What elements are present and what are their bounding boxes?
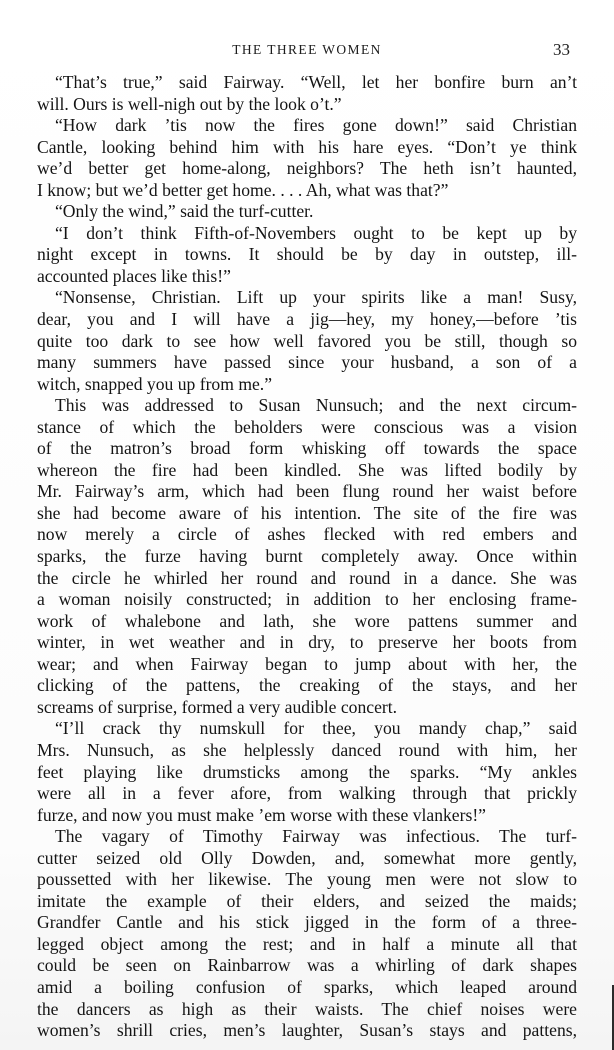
text-line: we’d better get home-along, neighbors? The heth isn’t haunted,	[37, 158, 577, 179]
text-line: legged object among the rest; and in half a minute all that	[37, 933, 577, 954]
text-line: poussetted with her likewise. The young men were not slow to	[37, 869, 577, 890]
text-line: the circle he whirled her round and round in a dance. She was	[37, 567, 577, 588]
paragraph	[37, 826, 577, 1041]
text-line: stance of which the beholders were conscious was a vision	[37, 416, 577, 437]
text-line: Grandfer Cantle and his stick jigged in the form of a three-	[37, 912, 577, 933]
text-line: feet playing like drumsticks among the sparks. “My ankles	[37, 761, 577, 782]
running-title: THE THREE WOMEN	[232, 42, 382, 57]
text-line: clicking of the pattens, the creaking of the stays, and her	[37, 675, 577, 696]
text-line: night except in towns. It should be by day in outstep, ill-	[37, 244, 577, 265]
text-line: “That’s true,” said Fairway. “Well, let her bonfire burn an’t	[55, 72, 577, 92]
text-line: many summers have passed since your husband, a son of a	[37, 352, 577, 373]
page-number: 33	[553, 40, 570, 59]
text-line: “Nonsense, Christian. Lift up your spirits like a man! Susy,	[55, 287, 577, 308]
text-line: she had become aware of his intention. The site of the fire was	[37, 502, 577, 523]
text-line: Mrs. Nunsuch, as she helplessly danced round with him, her	[37, 739, 577, 760]
paragraph	[37, 72, 577, 115]
paragraph	[37, 718, 577, 826]
text-line: screams of surprise, formed a very audible concert.	[37, 696, 398, 717]
text-line: furze, and now you must make ’em worse with these vlankers!”	[37, 804, 486, 825]
paragraph	[37, 201, 577, 223]
text-line: “Only the wind,” said the turf-cutter.	[55, 201, 314, 222]
body-text	[37, 72, 577, 1042]
text-line: will. Ours is well-nigh out by the look o’t.”	[37, 93, 342, 114]
text-line: accounted places like this!”	[37, 265, 231, 286]
text-line: cutter seized old Olly Dowden, and, somewhat more gently,	[37, 847, 577, 868]
text-line: whereon the fire had been kindled. She was lifted bodily by	[37, 459, 577, 480]
text-line: sparks, the furze having burnt completely away. Once within	[37, 546, 577, 567]
text-line: Cantle, looking behind him with his hare eyes. “Don’t ye think	[37, 136, 577, 157]
text-line: were all in a fever afore, from walking through that prickly	[37, 783, 577, 804]
text-line: This was addressed to Susan Nunsuch; and the next circum-	[55, 395, 577, 416]
text-line: quite too dark to see how well favored you be still, though so	[37, 330, 577, 351]
paragraph	[37, 223, 577, 288]
text-line: women’s shrill cries, men’s laughter, Susan’s stays and pattens,	[37, 1020, 577, 1041]
text-line: witch, snapped you up from me.”	[37, 373, 273, 394]
text-line: Mr. Fairway’s arm, which had been flung round her waist before	[37, 481, 577, 502]
running-header	[36, 40, 578, 64]
text-line: “I don’t think Fifth-of-Novembers ought to be kept up by	[55, 222, 577, 243]
text-line: could be seen on Rainbarrow was a whirling of dark shapes	[37, 955, 577, 976]
paragraph	[37, 115, 577, 201]
text-line: I know; but we’d better get home. . . . Ah, what was that?”	[37, 179, 449, 200]
text-line: imitate the example of their elders, and seized the maids;	[37, 890, 577, 911]
text-line: amid a boiling confusion of sparks, which leaped around	[37, 976, 577, 997]
paragraph	[37, 287, 577, 395]
text-line: now merely a circle of ashes flecked with red embers and	[37, 524, 577, 545]
text-line: the dancers as high as their waists. The chief noises were	[37, 998, 577, 1019]
text-line: “I’ll crack thy numskull for thee, you mandy chap,” said	[55, 718, 577, 739]
text-line: dear, you and I will have a jig—hey, my honey,—before ’tis	[37, 309, 577, 330]
text-line: work of whalebone and lath, she wore pattens summer and	[37, 610, 577, 631]
text-line: The vagary of Timothy Fairway was infectious. The turf-	[55, 826, 577, 847]
text-line: of the matron’s broad form whisking off towards the space	[37, 438, 577, 459]
text-line: “How dark ’tis now the fires gone down!” said Christian	[55, 115, 577, 136]
text-line: winter, in wet weather and in dry, to preserve her boots from	[37, 632, 577, 653]
text-line: a woman noisily constructed; in addition to her enclosing frame-	[37, 589, 577, 610]
paragraph	[37, 395, 577, 718]
text-line: wear; and when Fairway began to jump about with her, the	[37, 653, 577, 674]
